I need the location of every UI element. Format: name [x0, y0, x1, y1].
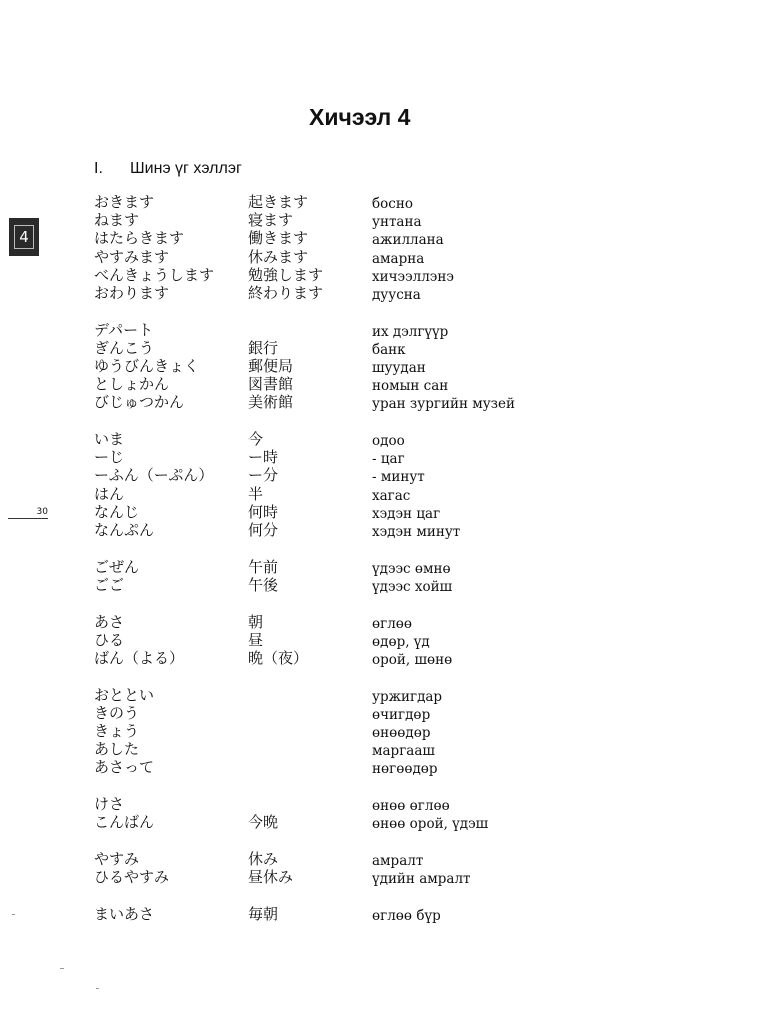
kana-reading: ーじ: [94, 448, 125, 467]
scan-speck: [96, 988, 99, 989]
vocab-row: [94, 850, 614, 868]
vocab-row: [94, 722, 614, 740]
kanji-writing: 休みます: [248, 247, 309, 266]
kana-reading: ばん（よる）: [94, 648, 185, 667]
chapter-side-tab: [9, 218, 39, 256]
vocab-row: [94, 448, 614, 466]
mongolian-meaning: одоо: [372, 433, 405, 450]
kana-reading: ゆうびんきょく: [94, 357, 200, 375]
kanji-writing: 起きます: [248, 193, 309, 211]
vocab-row: [94, 339, 614, 357]
vocab-row: [94, 466, 614, 484]
kana-reading: なんじ: [94, 502, 140, 521]
kana-reading: あさ: [94, 612, 125, 631]
vocab-row: [94, 284, 614, 302]
mongolian-meaning: уран зургийн музей: [372, 396, 516, 413]
mongolian-meaning: их дэлгүүр: [372, 323, 449, 340]
kanji-writing: 寝ます: [248, 211, 294, 230]
vocab-row: [94, 321, 614, 339]
kanji-writing: 終わります: [248, 283, 324, 302]
kanji-writing: 働きます: [248, 229, 309, 248]
kana-reading: ひるやすみ: [94, 868, 170, 887]
section-heading: [94, 160, 242, 178]
mongolian-meaning: өнөөдөр: [372, 725, 431, 741]
kana-reading: ひる: [94, 630, 125, 649]
chapter-tab-number: 4: [14, 225, 34, 249]
scan-speck: [12, 914, 15, 915]
vocab-row: [94, 795, 614, 813]
vocab-row: [94, 704, 614, 722]
kanji-writing: 午前: [248, 557, 279, 576]
mongolian-meaning: амралт: [372, 852, 424, 869]
kanji-writing: 今晩: [248, 813, 279, 832]
mongolian-meaning: уржигдар: [372, 688, 443, 705]
mongolian-meaning: амарна: [372, 250, 425, 267]
vocab-group: [94, 795, 614, 831]
kana-reading: べんきょうします: [94, 265, 215, 284]
vocab-row: [94, 740, 614, 758]
mongolian-meaning: хэдэн минут: [372, 524, 461, 540]
scan-speck: [60, 968, 64, 969]
mongolian-meaning: шуудан: [372, 360, 426, 376]
mongolian-meaning: - цаг: [372, 451, 405, 468]
kanji-writing: 晩（夜）: [248, 648, 309, 667]
vocab-group: [94, 686, 614, 777]
kanji-writing: 美術館: [248, 393, 294, 412]
vocabulary-list: [94, 193, 614, 942]
kanji-writing: 郵便局: [248, 357, 294, 375]
vocab-row: [94, 503, 614, 521]
mongolian-meaning: маргааш: [372, 743, 435, 760]
vocab-row: [94, 813, 614, 831]
vocab-group: [94, 430, 614, 539]
mongolian-meaning: хагас: [372, 487, 411, 504]
vocab-row: [94, 193, 614, 211]
vocab-row: [94, 558, 614, 576]
kana-reading: ぎんこう: [94, 338, 155, 357]
kanji-writing: 図書館: [248, 375, 294, 394]
mongolian-meaning: үдийн амралт: [372, 871, 471, 888]
mongolian-meaning: өчигдөр: [372, 706, 431, 723]
kanji-writing: 昼: [248, 630, 264, 649]
kanji-writing: 何分: [248, 521, 279, 539]
vocab-row: [94, 521, 614, 539]
kanji-writing: 今: [248, 430, 264, 449]
mongolian-meaning: банк: [372, 341, 406, 358]
kanji-writing: [248, 740, 372, 758]
vocab-row: [94, 613, 614, 631]
lesson-title: Хичээл 4: [309, 104, 411, 130]
mongolian-meaning: босно: [372, 196, 413, 212]
kanji-writing: [248, 686, 372, 704]
kana-reading: としょかん: [94, 375, 170, 394]
kana-reading: やすみます: [94, 247, 170, 266]
page-number: 30: [8, 506, 48, 519]
kanji-writing: 銀行: [248, 338, 279, 357]
kana-reading: おきます: [94, 193, 155, 211]
mongolian-meaning: орой, шөнө: [372, 651, 453, 668]
vocab-group: [94, 905, 614, 923]
vocab-row: [94, 229, 614, 247]
vocab-row: [94, 758, 614, 776]
kana-reading: あした: [94, 740, 140, 759]
mongolian-meaning: өнөө орой, үдэш: [372, 816, 489, 833]
vocab-group: [94, 850, 614, 886]
vocab-row: [94, 430, 614, 448]
kana-reading: いま: [94, 430, 125, 449]
vocab-group: [94, 321, 614, 412]
section-number: I.: [94, 160, 103, 177]
kana-reading: ーふん（ーぷん）: [94, 466, 214, 485]
kana-reading: おととい: [94, 685, 155, 704]
kanji-writing: 勉強します: [248, 265, 324, 284]
kanji-writing: 朝: [248, 612, 264, 631]
vocab-group: [94, 193, 614, 302]
kana-reading: デパート: [94, 320, 154, 339]
mongolian-meaning: өдөр, үд: [372, 633, 430, 650]
kanji-writing: 何時: [248, 502, 279, 521]
kanji-writing: ー時: [248, 448, 279, 467]
vocab-row: [94, 248, 614, 266]
vocab-row: [94, 357, 614, 375]
mongolian-meaning: хичээллэнэ: [372, 268, 454, 285]
vocab-row: [94, 868, 614, 886]
kana-reading: ごぜん: [94, 557, 140, 576]
kanji-writing: [248, 758, 372, 776]
vocab-group: [94, 558, 614, 594]
vocab-row: [94, 686, 614, 704]
mongolian-meaning: хэдэн цаг: [372, 505, 441, 522]
kanji-writing: [248, 321, 372, 339]
mongolian-meaning: өнөө өглөө: [372, 798, 450, 815]
mongolian-meaning: номын сан: [372, 378, 449, 395]
vocab-row: [94, 266, 614, 284]
vocab-row: [94, 485, 614, 503]
kana-reading: けさ: [94, 795, 125, 814]
kana-reading: はたらきます: [94, 229, 185, 248]
kanji-writing: ー分: [248, 466, 279, 485]
mongolian-meaning: унтана: [372, 214, 422, 231]
kana-reading: あさって: [94, 758, 155, 777]
kanji-writing: [248, 722, 372, 740]
kanji-writing: [248, 795, 372, 813]
vocab-row: [94, 211, 614, 229]
mongolian-meaning: өглөө бүр: [372, 907, 441, 924]
section-title: Шинэ үг хэллэг: [130, 160, 242, 177]
kanji-writing: 午後: [248, 575, 279, 594]
mongolian-meaning: ажиллана: [372, 232, 444, 249]
kana-reading: やすみ: [94, 849, 140, 868]
vocab-row: [94, 375, 614, 393]
kana-reading: はん: [94, 484, 125, 503]
kana-reading: きのう: [94, 703, 140, 722]
mongolian-meaning: нөгөөдөр: [372, 761, 438, 778]
kana-reading: きょう: [94, 722, 140, 740]
mongolian-meaning: үдээс хойш: [372, 578, 453, 595]
kana-reading: ねます: [94, 211, 140, 230]
mongolian-meaning: үдээс өмнө: [372, 560, 451, 577]
mongolian-meaning: - минут: [372, 469, 425, 486]
kanji-writing: 毎朝: [248, 904, 279, 923]
kanji-writing: 休み: [248, 849, 279, 868]
kana-reading: こんばん: [94, 813, 155, 832]
kanji-writing: [248, 704, 372, 722]
vocab-group: [94, 613, 614, 668]
mongolian-meaning: дуусна: [372, 286, 421, 303]
kana-reading: びじゅつかん: [94, 393, 185, 412]
kanji-writing: 半: [248, 484, 264, 503]
kana-reading: ごご: [94, 575, 125, 594]
kana-reading: おわります: [94, 283, 170, 302]
vocab-row: [94, 905, 614, 923]
vocab-row: [94, 649, 614, 667]
kana-reading: まいあさ: [94, 904, 155, 923]
vocab-row: [94, 576, 614, 594]
mongolian-meaning: өглөө: [372, 615, 413, 632]
kanji-writing: 昼休み: [248, 868, 294, 887]
vocab-row: [94, 393, 614, 411]
kana-reading: なんぷん: [94, 521, 155, 539]
vocab-row: [94, 631, 614, 649]
